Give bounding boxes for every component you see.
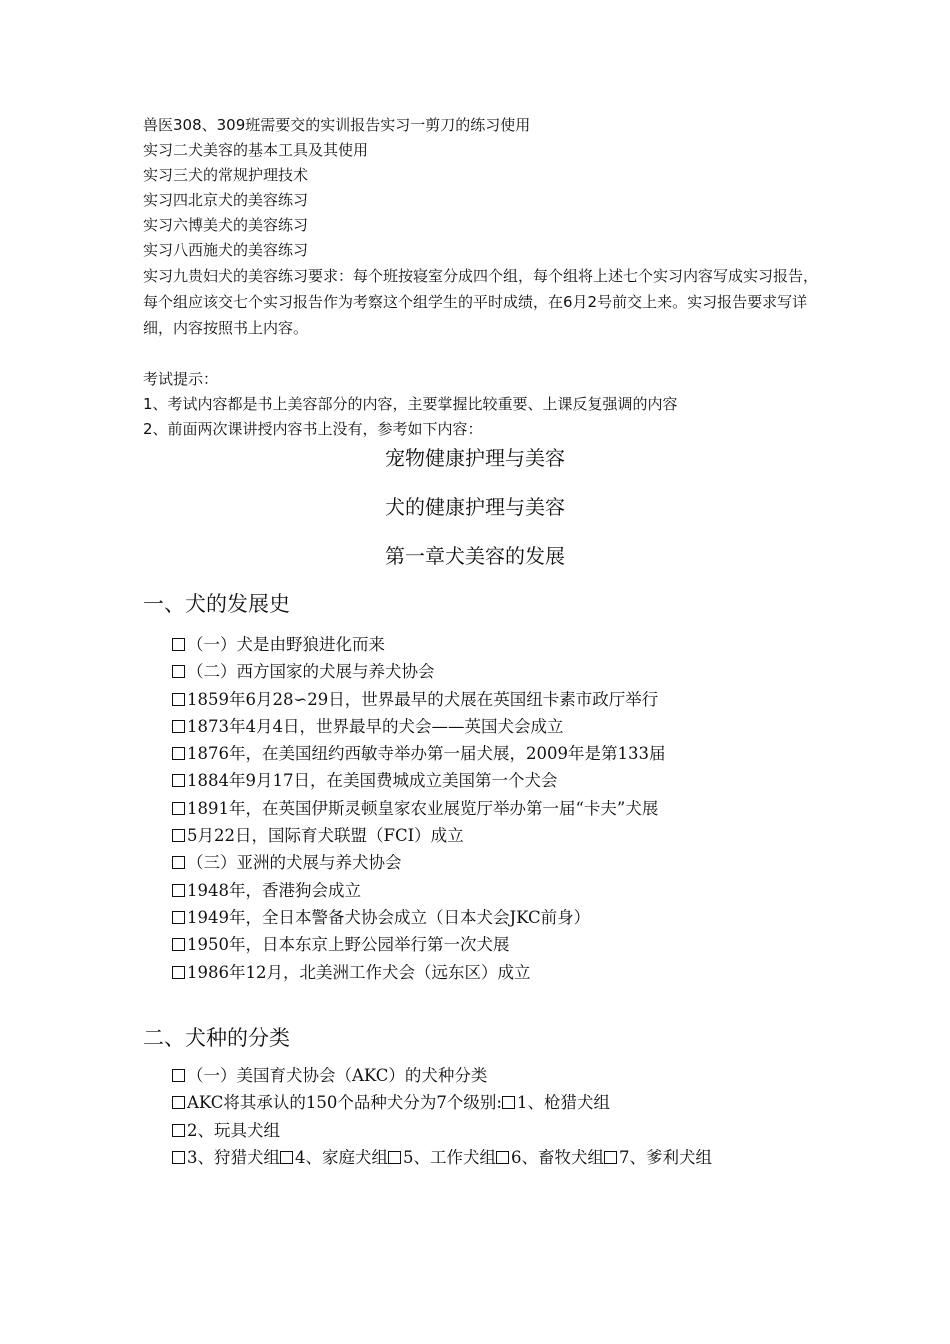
checkbox-icon	[172, 638, 185, 651]
item-text: 1948年，香港狗会成立	[187, 880, 361, 900]
list-item	[172, 740, 872, 767]
list-item	[172, 931, 872, 958]
item-text: （三）亚洲的犬展与养犬协会	[187, 853, 402, 873]
checkbox-icon	[172, 747, 185, 760]
list-item	[172, 1144, 872, 1171]
checkbox-icon	[604, 1151, 617, 1164]
intro-line: 实习二犬美容的基本工具及其使用	[143, 141, 369, 159]
item-text: 6、畜牧犬组	[511, 1147, 604, 1167]
history-list	[172, 631, 872, 986]
list-item	[172, 686, 872, 713]
classification-list	[172, 1062, 872, 1171]
list-item	[172, 877, 872, 904]
item-text: 5月22日，国际育犬联盟（FCI）成立	[187, 826, 464, 846]
intro-line: 实习四北京犬的美容练习	[143, 191, 309, 209]
list-item	[172, 1089, 872, 1116]
list-item	[172, 1062, 872, 1089]
checkbox-icon	[172, 1096, 185, 1109]
intro-line: 实习三犬的常规护理技术	[143, 166, 309, 184]
checkbox-icon	[172, 856, 185, 869]
checkbox-icon	[496, 1151, 509, 1164]
item-text: 5、工作犬组	[403, 1147, 496, 1167]
intro-block	[143, 113, 823, 442]
checkbox-icon	[172, 774, 185, 787]
checkbox-icon	[172, 720, 185, 733]
list-item	[172, 713, 872, 740]
exam-tip: 2、前面两次课讲授内容书上没有，参考如下内容：	[143, 420, 483, 438]
checkbox-icon	[172, 829, 185, 842]
checkbox-icon	[388, 1151, 401, 1164]
list-item	[172, 658, 872, 685]
book-title: 宠物健康护理与美容	[385, 446, 565, 470]
checkbox-icon	[172, 665, 185, 678]
checkbox-icon	[172, 693, 185, 706]
checkbox-icon	[172, 802, 185, 815]
item-text: 1、枪猎犬组	[516, 1093, 610, 1113]
list-item	[172, 849, 872, 876]
part-title: 犬的健康护理与美容	[385, 495, 565, 519]
item-text: 7、爹利犬组	[619, 1147, 712, 1167]
intro-line: 实习八西施犬的美容练习	[143, 241, 309, 259]
intro-line: 实习六博美犬的美容练习	[143, 216, 309, 234]
checkbox-icon	[172, 1069, 185, 1082]
checkbox-icon	[502, 1096, 515, 1109]
list-item	[172, 959, 872, 986]
checkbox-icon	[172, 938, 185, 951]
list-item	[172, 822, 872, 849]
list-item	[172, 767, 872, 794]
exam-tip: 1、考试内容都是书上美容部分的内容，主要掌握比较重要、上课反复强调的内容	[143, 395, 678, 413]
item-text: AKC将其承认的150个品种犬分为7个级别:	[187, 1093, 502, 1113]
checkbox-icon	[172, 884, 185, 897]
item-text: 1884年9月17日，在美国费城成立美国第一个犬会	[187, 771, 558, 791]
checkbox-icon	[172, 1151, 185, 1164]
item-text: 1859年6月28∽29日，世界最早的犬展在英国纽卡素市政厅举行	[187, 689, 659, 709]
chapter-title: 第一章犬美容的发展	[385, 544, 565, 568]
item-text: （一）犬是由野狼进化而来	[187, 635, 385, 654]
intro-line: 兽医308、309班需要交的实训报告实习一剪刀的练习使用	[143, 116, 531, 134]
item-text: 3、狩猎犬组	[187, 1147, 280, 1167]
list-item	[172, 631, 872, 658]
item-text: 4、家庭犬组	[295, 1147, 388, 1167]
section-heading-classification: 二、犬种的分类	[143, 1026, 290, 1050]
list-item	[172, 904, 872, 931]
list-item	[172, 795, 872, 822]
item-text: 1949年，全日本警备犬协会成立（日本犬会JKC前身）	[187, 907, 591, 927]
section-heading-history: 一、犬的发展史	[143, 592, 290, 616]
item-text: 2、玩具犬组	[187, 1120, 280, 1140]
list-item	[172, 1117, 872, 1144]
checkbox-icon	[280, 1151, 293, 1164]
checkbox-icon	[172, 966, 185, 979]
item-text: （二）西方国家的犬展与养犬协会	[187, 662, 435, 682]
checkbox-icon	[172, 1124, 185, 1137]
checkbox-icon	[172, 911, 185, 924]
item-text: 1950年，日本东京上野公园举行第一次犬展	[187, 935, 510, 955]
requirement-paragraph: 实习九贵妇犬的美容练习要求：每个班按寝室分成四个组，每个组将上述七个实习内容写成实习报告，每个组应该交七个实习报告作为考察这个组学生的平时成绩，在6月2号前交上来。实习报告要求写详细，内容按照书上内容。	[143, 267, 819, 337]
item-text: 1876年，在美国纽约西敏寺举办第一届犬展，2009年是第133届	[187, 744, 666, 764]
item-text: 1873年4月4日，世界最早的犬会——英国犬会成立	[187, 716, 564, 736]
item-text: 1891年，在英国伊斯灵顿皇家农业展览厅举办第一届“卡夫”犬展	[187, 798, 659, 818]
spacer	[143, 341, 823, 367]
item-text: （一）美国育犬协会（AKC）的犬种分类	[187, 1066, 488, 1085]
item-text: 1986年12月，北美洲工作犬会（远东区）成立	[187, 962, 531, 982]
exam-title: 考试提示：	[143, 370, 219, 388]
